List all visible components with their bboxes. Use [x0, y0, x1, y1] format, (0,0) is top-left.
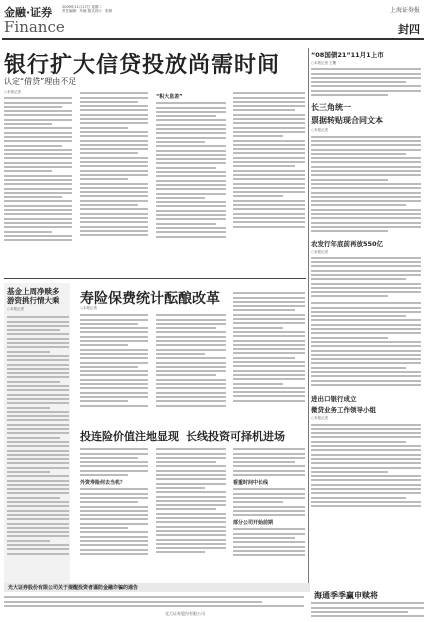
lead-subhead: 认定“借贷”理由不足: [4, 77, 77, 86]
brief-3-body: [311, 255, 421, 300]
lead-column-4: [233, 90, 305, 260]
brief-5-body: [311, 600, 424, 620]
sidebar-divider: [308, 48, 309, 588]
lower-column-2: [156, 446, 226, 580]
fraud-notice-title: 光大证券股份有限公司关于提醒投资者谨防金融诈骗的通告: [4, 583, 310, 592]
masthead: [2, 2, 424, 40]
notice-signature: 光大证券股份有限公司: [165, 611, 205, 616]
issue-date: 2009年11月17日 星期二: [62, 5, 102, 9]
premium-story-headline: 寿险保费统计酝酿改革: [80, 291, 220, 307]
fund-story-headline: 基金上周净赎多 游资挑行情大乘: [7, 287, 60, 305]
brief-2-body: [311, 133, 421, 234]
brief-5-title: 海通季季赢申赎将: [314, 591, 378, 600]
brief-1-byline: ○本报记者 王鹰: [311, 61, 337, 65]
fraud-notice-body: [4, 594, 304, 610]
brief-1-body: [311, 66, 421, 98]
section-latin-title: Finance: [4, 18, 65, 36]
premium-story-column-1: [80, 312, 148, 422]
brief-4-title-line-1: 进出口银行成立: [311, 395, 357, 404]
page-label: 封四: [398, 23, 420, 36]
lead-byline: ○本报记者: [4, 90, 22, 94]
fund-story-byline: ○本报记者: [7, 307, 25, 311]
brief-1-title: “08国债21”11月1上市: [311, 51, 384, 59]
brief-4-title-line-2: 微贷业务工作领导小组: [311, 406, 376, 415]
premium-story-byline: ○本报记者: [80, 306, 98, 310]
lead-column-1: [4, 90, 72, 260]
section-divider: [4, 278, 306, 279]
brief-2-byline: ○本报记者: [311, 128, 329, 133]
lower-column-1: [80, 446, 148, 580]
news-brief-sidebar: [311, 48, 424, 296]
brief-3-byline: ○本报记者: [311, 249, 329, 254]
fund-story-body: [7, 314, 69, 557]
foreign-insurer-subtitle: 外资寿险何去当机？: [80, 480, 126, 487]
lead-headline: 银行扩大信贷投放尚需时间: [4, 53, 281, 78]
brief-4-byline: ○本报记者: [311, 416, 329, 421]
mid-long-term-subtitle: 看重时间中长线: [233, 480, 269, 487]
lead-column-2: [80, 90, 148, 260]
brief-4: [311, 300, 424, 530]
long-term-investment-headline: 长线投资可择机进场: [186, 430, 285, 443]
companies-early-subtitle: 部分公司开始前期: [233, 520, 274, 527]
section-title: 金融·证券: [4, 6, 53, 19]
brief-3-title: 农发行年底前再放550亿: [311, 239, 384, 248]
issue-info: [62, 5, 222, 13]
brief-2-title-line-2: 票据转贴现合同文本: [311, 116, 383, 126]
premium-story-column-2: [156, 312, 226, 422]
fund-story-panel: [4, 283, 70, 583]
lead-column-3: [156, 90, 226, 260]
investment-linked-headline: 投连险价值注地显现: [80, 430, 179, 443]
lower-column-3: [233, 446, 305, 580]
brief-2-title-line-1: 长三角统一: [311, 103, 351, 113]
premium-story-column-3: [233, 290, 305, 422]
paper-name: 上海证券报: [389, 7, 420, 14]
lead-mid-subtitle: “积大息差”: [156, 94, 183, 100]
issue-editors: 责任编辑：车晓 版式设计：张林: [62, 9, 113, 13]
